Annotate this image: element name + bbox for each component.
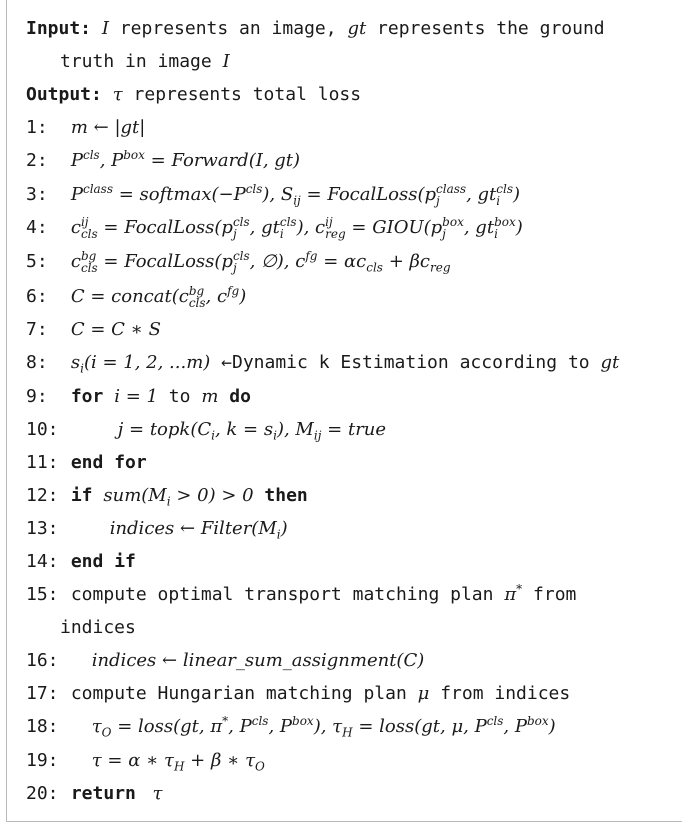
input-line: Input: I represents an image, gt represents the ground xyxy=(26,18,605,39)
formula: C = concat(c bg cls , $c^{fg}$) xyxy=(70,284,247,310)
algo-line-15-continuation: indices xyxy=(60,617,136,638)
formula: C = C ∗ S xyxy=(70,319,161,340)
formula: τ xyxy=(146,783,163,804)
algo-line-20: 20: return τ xyxy=(26,783,163,804)
formula: $j = topk(C_i$, $k = s_i$), $M_{ij}$ = true xyxy=(117,419,387,443)
formula: m xyxy=(201,386,219,407)
algo-line-10: 10: $j = topk(C_i$, $k = s_i$), $M_{ij}$ = true xyxy=(26,419,387,443)
algo-line-1: 1: m ← |gt| xyxy=(26,117,146,138)
algo-line-19: 19: τ = α ∗ $\tau_H + \beta$ ∗ $\tau_O$ xyxy=(26,750,265,774)
formula: c bg cls = FocalLoss(p cls j , ∅), $c^{fg} = \alpha c_{cls} + \beta c_{reg}$ xyxy=(70,249,451,275)
algo-line-13: 13: indices ← $Filter(M_i)$ xyxy=(26,518,288,542)
algo-line-4: 4: c ij cls = FocalLoss(p cls j , gt cls i ), c ij reg = GIOU(p box j , gt box i ) xyxy=(26,215,523,241)
algo-line-12: 12: if $sum(M_i > 0) > 0$ then xyxy=(26,485,308,509)
formula: $sum(M_i > 0) > 0$ xyxy=(103,485,254,509)
formula: m ← |gt| xyxy=(70,117,146,138)
algo-line-6: 6: C = concat(c bg cls , $c^{fg}$) xyxy=(26,284,247,310)
formula: $P^{class}$ = $softmax(-P^{cls})$, $S_{ij}$ = FocalLoss(p class j , gt cls i ) xyxy=(70,182,521,208)
algo-line-7: 7: C = C ∗ S xyxy=(26,319,161,340)
algo-line-18: 18: $\tau_O$ = loss(gt, π*, $P^{cls}$, $P^{box}$), $\tau_H$ = loss(gt, μ, $P^{cls}$, $P^{box}$) xyxy=(26,714,556,740)
algo-line-15: 15: compute optimal transport matching plan π* from xyxy=(26,582,577,605)
formula: $\tau_O$ = loss(gt, π*, $P^{cls}$, $P^{box}$), $\tau_H$ = loss(gt, μ, $P^{cls}$, $P^{box}$) xyxy=(91,714,556,740)
algo-line-14: 14: end if xyxy=(26,551,136,572)
algo-line-17: 17: compute Hungarian matching plan μ from indices xyxy=(26,683,571,704)
formula: τ = α ∗ $\tau_H + \beta$ ∗ $\tau_O$ xyxy=(91,750,265,774)
algo-line-11: 11: end for xyxy=(26,452,147,473)
algo-line-5: 5: c bg cls = FocalLoss(p cls j , ∅), $c^{fg} = \alpha c_{cls} + \beta c_{reg}$ xyxy=(26,249,451,275)
formula: i = 1 xyxy=(114,386,158,407)
formula: π* xyxy=(504,582,523,605)
formula: indices ← $Filter(M_i)$ xyxy=(109,518,288,542)
formula: $P^{cls}$, $P^{box}$ = Forward(I, gt) xyxy=(70,148,301,171)
algo-line-9: 9: for i = 1 to m do xyxy=(26,386,251,407)
algo-line-2: 2: $P^{cls}$, $P^{box}$ = Forward(I, gt) xyxy=(26,148,301,171)
output-line: Output: τ represents total loss xyxy=(26,84,362,105)
formula: $s_i(i = 1$, 2, ...m) xyxy=(70,352,211,376)
algo-line-16: 16: indices ← linear_sum_assignment(C) xyxy=(26,650,425,671)
algo-line-3: 3: $P^{class}$ = $softmax(-P^{cls})$, $S_{ij}$ = FocalLoss(p class j , gt cls i ) xyxy=(26,182,521,208)
formula: μ xyxy=(417,683,430,704)
formula: indices ← linear_sum_assignment(C) xyxy=(91,650,425,671)
formula: c ij cls = FocalLoss(p cls j , gt cls i ), c ij reg = GIOU(p box j , gt box i ) xyxy=(70,215,523,241)
algo-line-8: 8: $s_i(i = 1$, 2, ...m) ←Dynamic k Estimation according to gt xyxy=(26,352,620,376)
input-continuation: truth in image I xyxy=(60,51,230,72)
